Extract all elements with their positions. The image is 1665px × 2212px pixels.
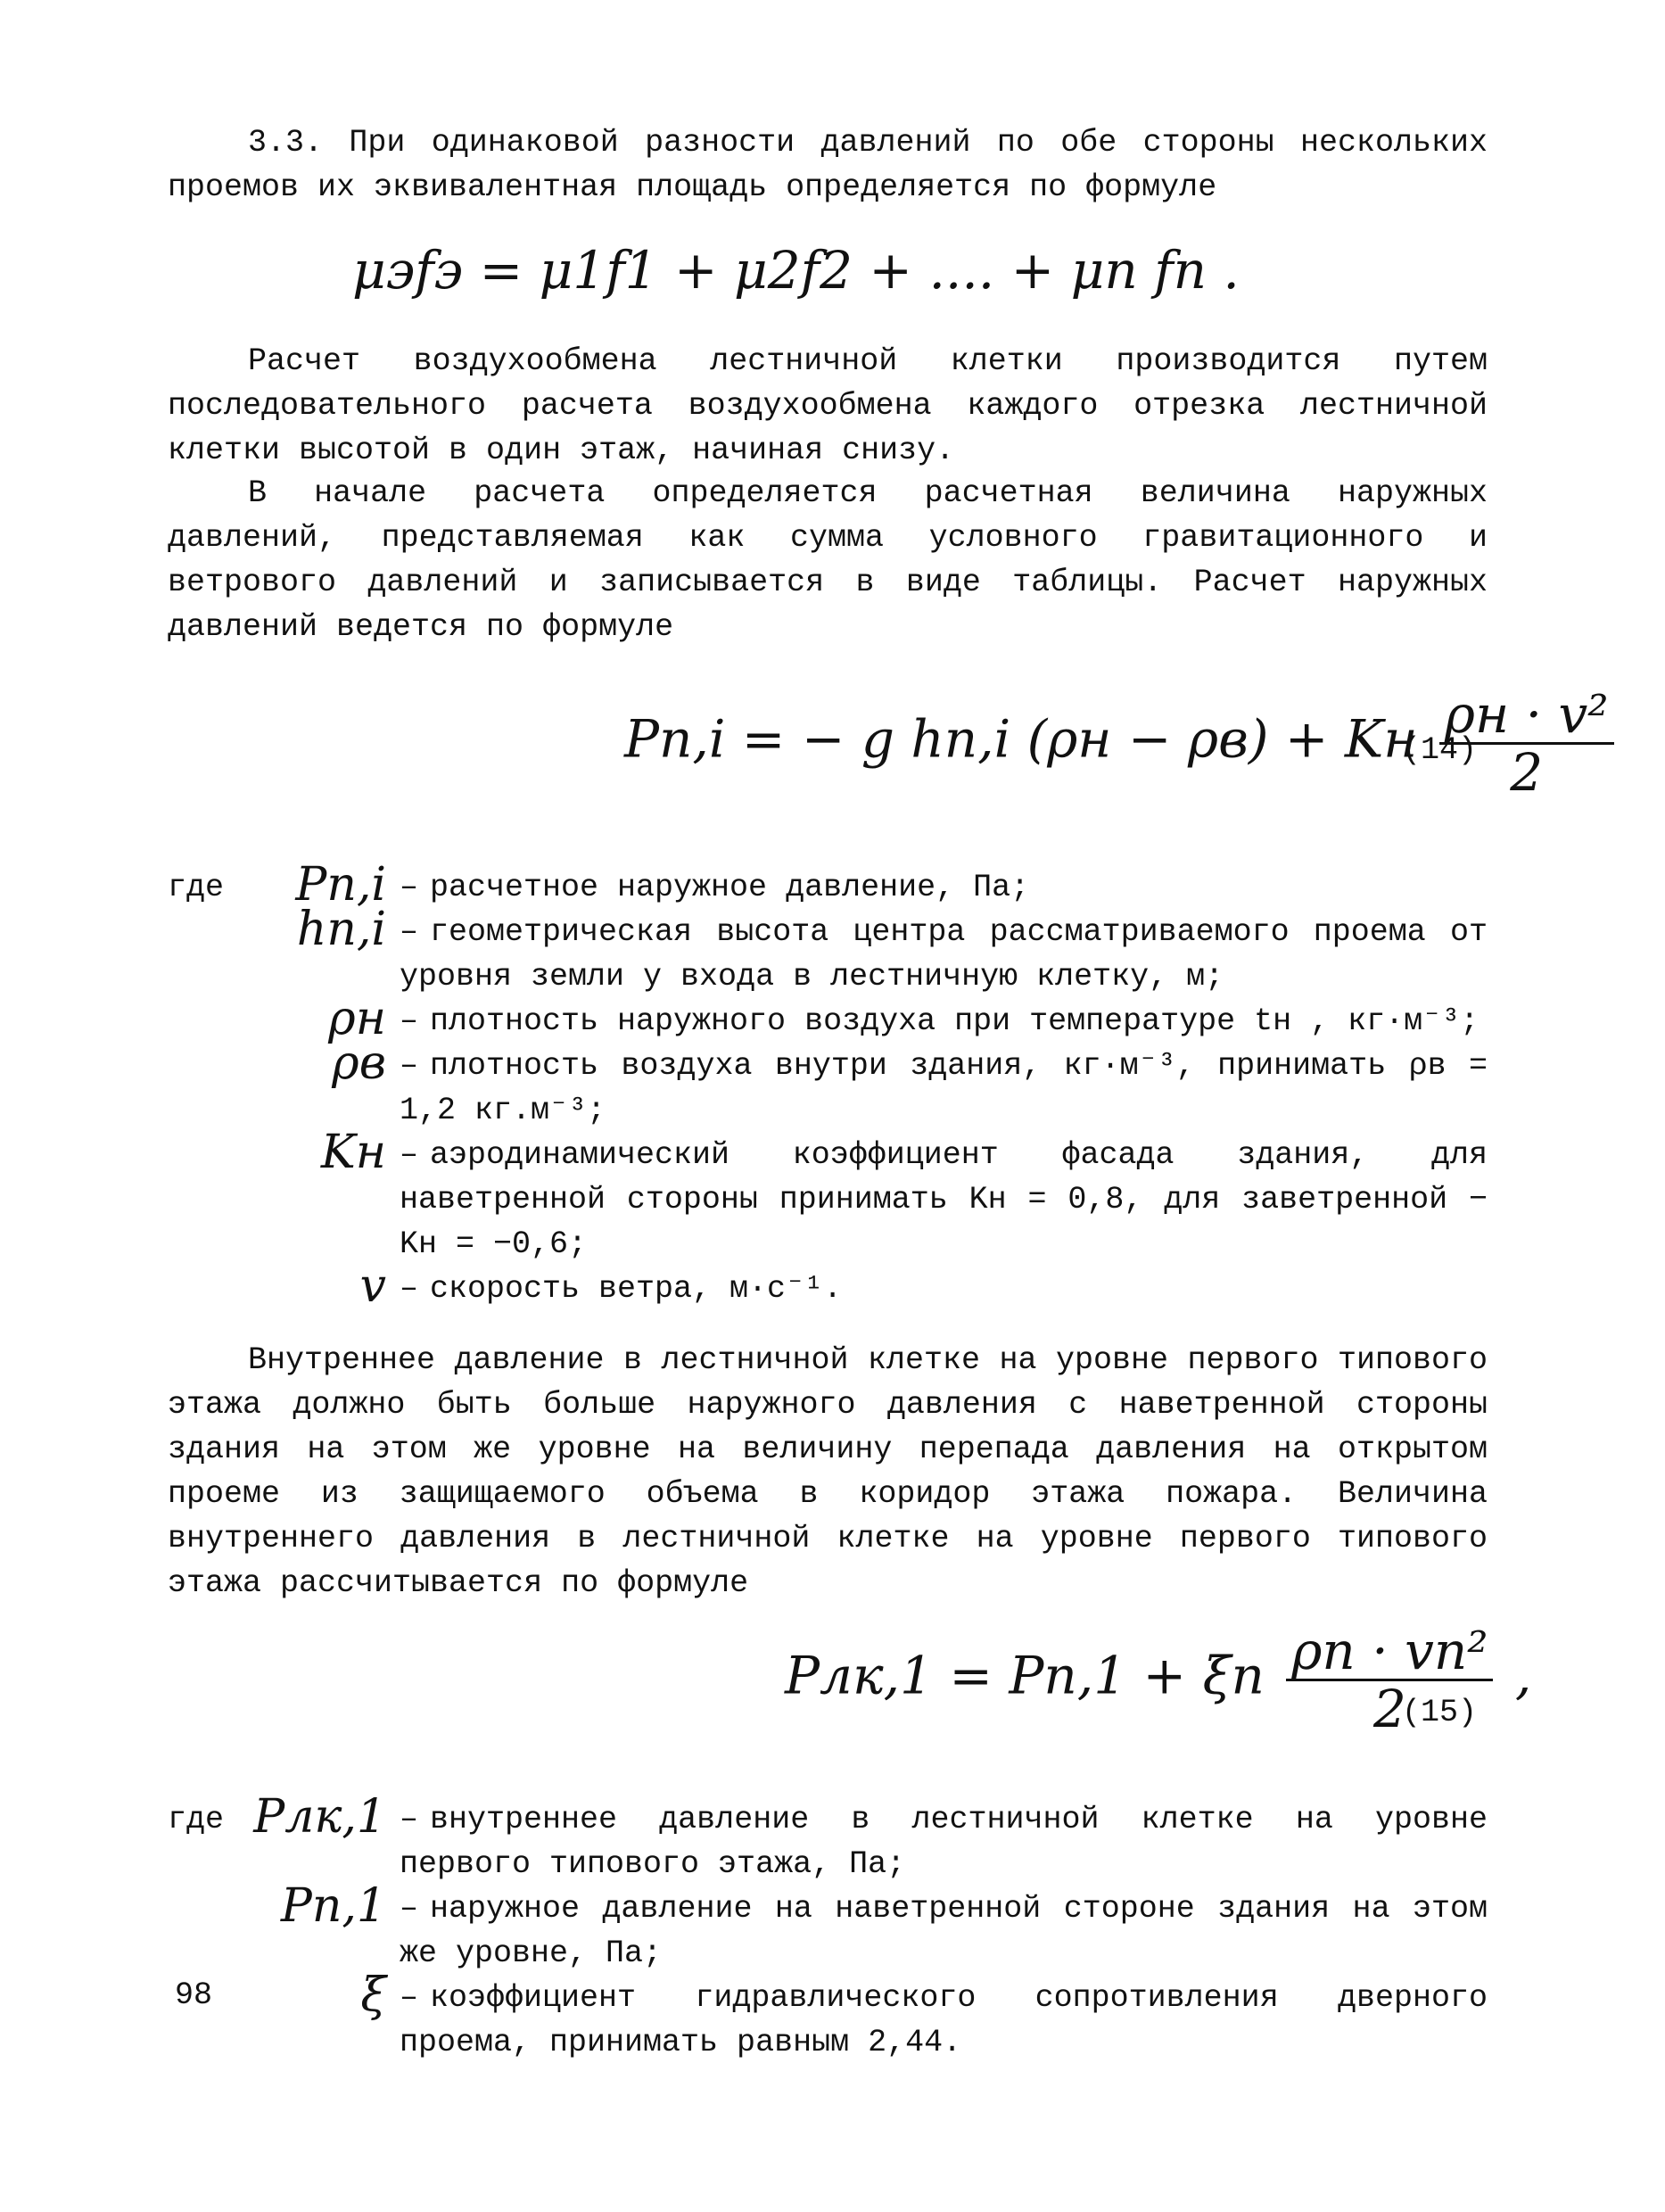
definition-symbol: ρн	[328, 992, 386, 1045]
equivalent-area-formula: μэfэ = μ1f1 + μ2f2 + .... + μп fп .	[352, 240, 1240, 301]
paragraph-external-pressure: В начале расчета определяется расчетная величина наружных давлений, представляемая как сумма условного гравитационного и ветрового давлений и записывается в виде таблицы. Расчет наружных давлений ведется по формуле	[168, 475, 1488, 645]
formula-15-numerator: ρп · vп²	[1286, 1623, 1493, 1681]
where-label-14: где	[168, 870, 225, 905]
definition-symbol: v	[359, 1259, 386, 1313]
definition-symbol: Kн	[320, 1126, 386, 1179]
equation-number-15: (15)	[1402, 1695, 1478, 1730]
definition-symbol: hп,i	[296, 903, 386, 956]
paragraph-air-exchange: Расчет воздухообмена лестничной клетки производится путем последовательного расчета воздухообмена каждого отрезка лестничной клетки высотой в один этаж, начиная снизу.	[168, 343, 1488, 468]
definition-item: ρв – плотность воздуха внутри здания, кг·м⁻³, принимать ρв = 1,2 кг.м⁻³;	[332, 1036, 1488, 1128]
formula-15-lhs: Pлк,1 = Pп,1 + ξп	[785, 1645, 1265, 1706]
definition-symbol: ρв	[332, 1036, 386, 1090]
formula-15-denominator: 2	[1372, 1679, 1406, 1739]
definition-item: v – скорость ветра, м·с⁻¹.	[359, 1259, 843, 1313]
equation-number-14: (14)	[1402, 732, 1478, 768]
page-number: 98	[175, 1977, 213, 2013]
definition-item: ξ – коэффициент гидравлического сопротивления дверного проема, принимать равным 2,44.	[360, 1969, 1488, 2060]
definition-item: Kн – аэродинамический коэффициент фасада здания, для наветренной стороны принимать Kн = 0,8, для заветренной − Kн = −0,6;	[320, 1126, 1488, 1262]
definition-symbol: ξ	[360, 1969, 386, 2022]
definition-item: Pлк,1 – внутреннее давление в лестничной клетке на уровне первого типового этажа, Па;	[253, 1790, 1488, 1882]
definition-item: Pп,i – расчетное наружное давление, Па;	[295, 858, 1030, 912]
definition-item: hп,i – геометрическая высота центра рассматриваемого проема от уровня земли у входа в лестничную клетку, м;	[296, 903, 1488, 995]
formula-15-comma: ,	[1514, 1645, 1532, 1706]
definition-symbol: Pп,1	[280, 1879, 386, 1933]
formula-14-denominator: 2	[1510, 742, 1544, 803]
definition-symbol: Pлк,1	[253, 1790, 386, 1844]
formula-14-lhs: Pп,i = − g hп,i (ρн − ρв) + Kн	[624, 708, 1418, 770]
section-intro: 3.3. При одинаковой разности давлений по обе стороны нескольких проемов их эквивалентная площадь определяется по формуле	[168, 125, 1488, 205]
definitions-15	[168, 1790, 1488, 2065]
definition-item: ρн – плотность наружного воздуха при температуре tн , кг·м⁻³;	[328, 992, 1480, 1045]
definition-symbol: Pп,i	[295, 858, 386, 912]
paragraph-internal-pressure: Внутреннее давление в лестничной клетке на уровне первого типового этажа должно быть больше наружного давления с наветренной стороны здания на этом же уровне на величину перепада давления на открытом проеме из защищаемого объема в коридор этажа пожара. Величина внутреннего давления в лестничной клетке на уровне первого типового этажа рассчитывается по формуле	[168, 1342, 1488, 1601]
formula-14-numerator: ρн · v²	[1439, 687, 1614, 745]
definition-item: Pп,1 – наружное давление на наветренной стороне здания на этом же уровне, Па;	[280, 1879, 1488, 1971]
definitions-14	[168, 858, 1488, 1313]
where-label-15: где	[168, 1802, 225, 1837]
